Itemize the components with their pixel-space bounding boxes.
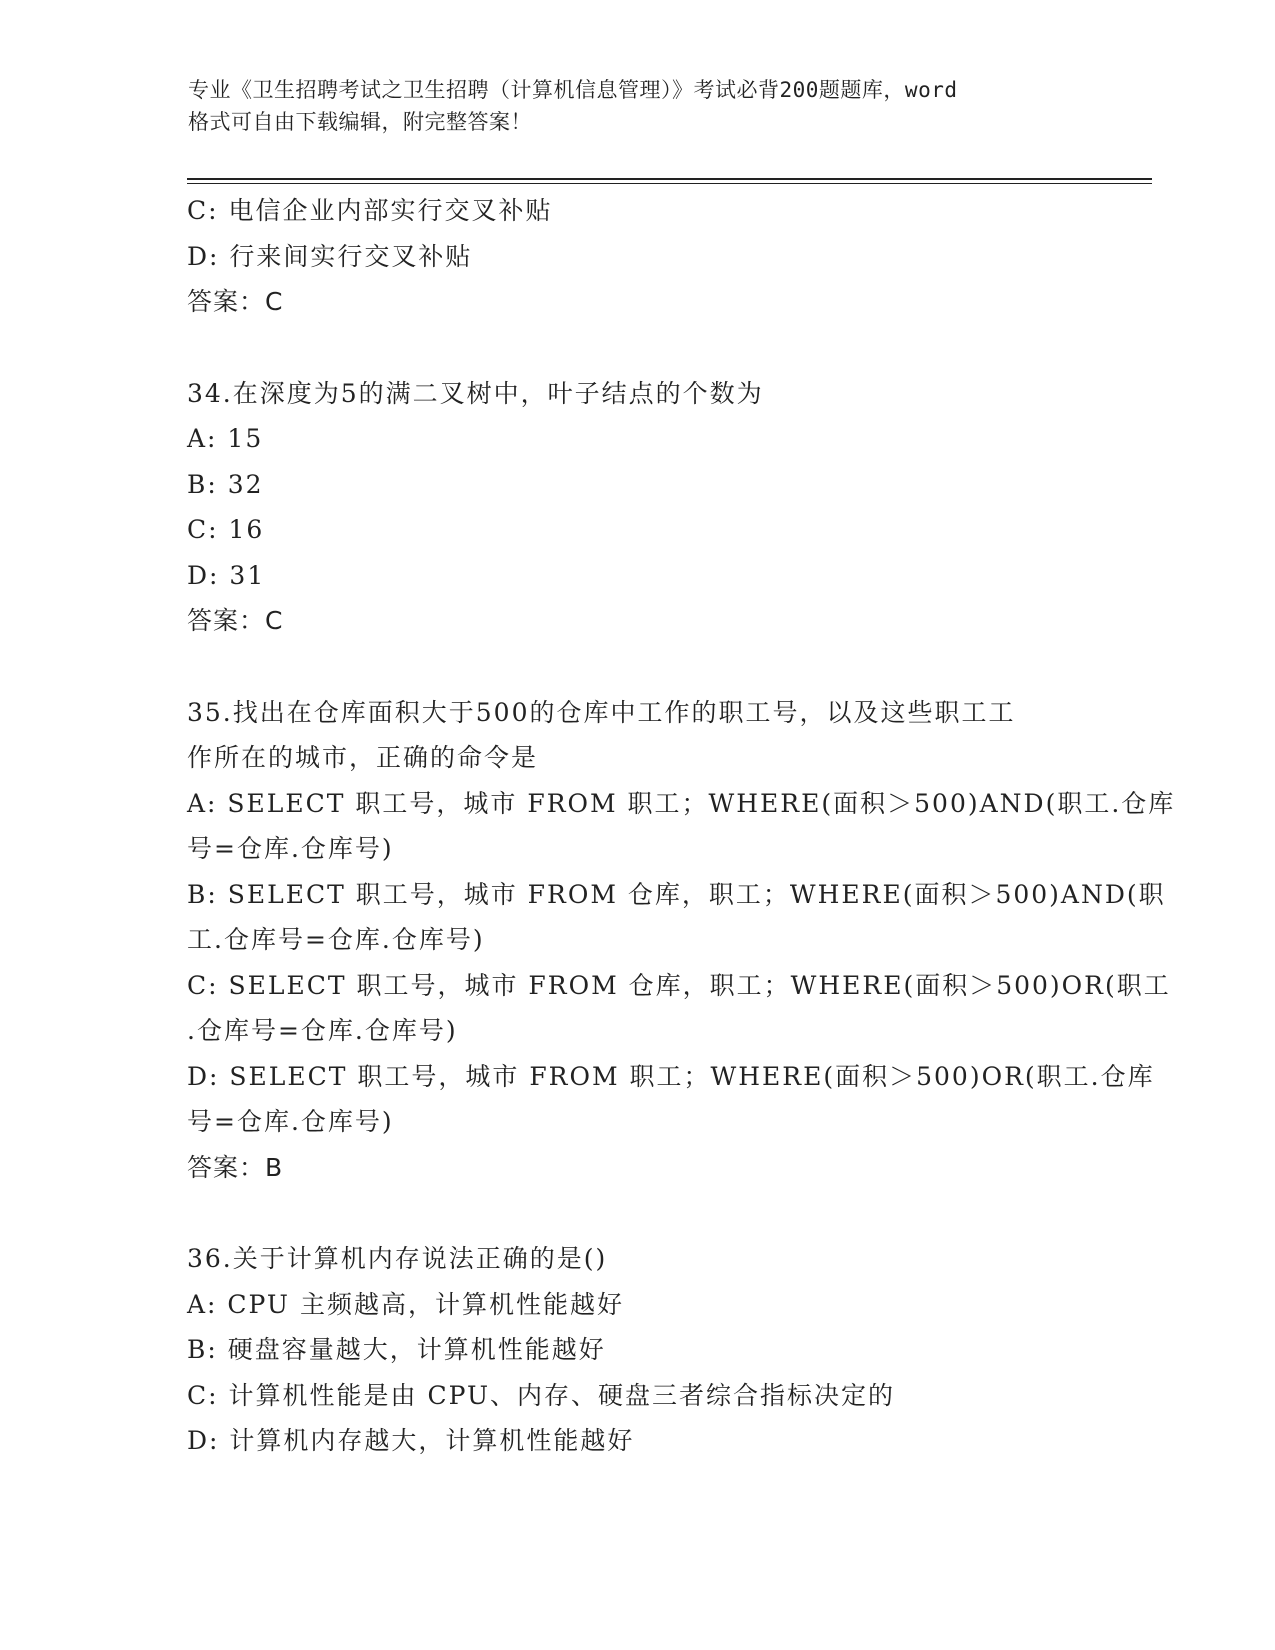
option-d: D: 行来间实行交叉补贴 [187, 241, 473, 271]
answer-line: 答案：C [187, 606, 284, 635]
document-header [188, 74, 1088, 138]
option-b-line-2: 工.仓库号=仓库.仓库号) [187, 925, 485, 954]
option-c-line-2: .仓库号=仓库.仓库号) [187, 1016, 458, 1045]
header-line-1: 专业《卫生招聘考试之卫生招聘（计算机信息管理）》考试必背200题题库，word [188, 78, 958, 102]
header-divider-thin [187, 183, 1152, 184]
question-33-tail [187, 188, 1087, 325]
option-b: B: 硬盘容量越大，计算机性能越好 [187, 1335, 606, 1364]
header-divider-thick [187, 178, 1152, 180]
question-stem-line-2: 作所在的城市，正确的命令是 [187, 743, 539, 772]
spacer [187, 325, 1087, 371]
option-c: C: 电信企业内部实行交叉补贴 [187, 196, 553, 225]
answer-line: 答案：B [187, 1152, 284, 1182]
option-c: C: 16 [187, 515, 265, 544]
question-stem-line-1: 35.找出在仓库面积大于500的仓库中工作的职工号，以及这些职工工 [187, 697, 1016, 727]
question-36 [187, 1236, 1087, 1464]
option-a-line-1: A: SELECT 职工号，城市 FROM 职工；WHERE(面积＞500)AND(职工.仓库 [187, 788, 1176, 818]
option-a: A: 15 [187, 424, 264, 453]
option-b-line-1: B: SELECT 职工号，城市 FROM 仓库，职工；WHERE(面积＞500)AND(职 [187, 879, 1166, 909]
question-stem: 36.关于计算机内存说法正确的是() [187, 1244, 608, 1273]
answer-line: 答案：C [187, 287, 284, 316]
option-a-line-2: 号=仓库.仓库号) [187, 834, 394, 863]
option-d: D: 31 [187, 560, 266, 590]
option-d-line-2: 号=仓库.仓库号) [187, 1107, 394, 1136]
option-d-line-1: D: SELECT 职工号，城市 FROM 职工；WHERE(面积＞500)OR(职工.仓库 [187, 1061, 1155, 1091]
question-stem: 34.在深度为5的满二叉树中，叶子结点的个数为 [187, 378, 764, 408]
option-d: D: 计算机内存越大，计算机性能越好 [187, 1426, 635, 1455]
option-a: A: CPU 主频越高，计算机性能越好 [187, 1289, 624, 1319]
question-content [187, 188, 1176, 1464]
question-35 [187, 690, 1176, 1191]
question-34 [187, 371, 1087, 644]
option-b: B: 32 [187, 469, 264, 499]
option-c-line-1: C: SELECT 职工号，城市 FROM 仓库，职工；WHERE(面积＞500)OR(职工 [187, 970, 1171, 1000]
spacer [187, 1190, 1087, 1236]
spacer [187, 644, 1087, 690]
header-line-2: 格式可自由下载编辑，附完整答案！ [188, 110, 532, 134]
option-c: C: 计算机性能是由 CPU、内存、硬盘三者综合指标决定的 [187, 1380, 896, 1410]
